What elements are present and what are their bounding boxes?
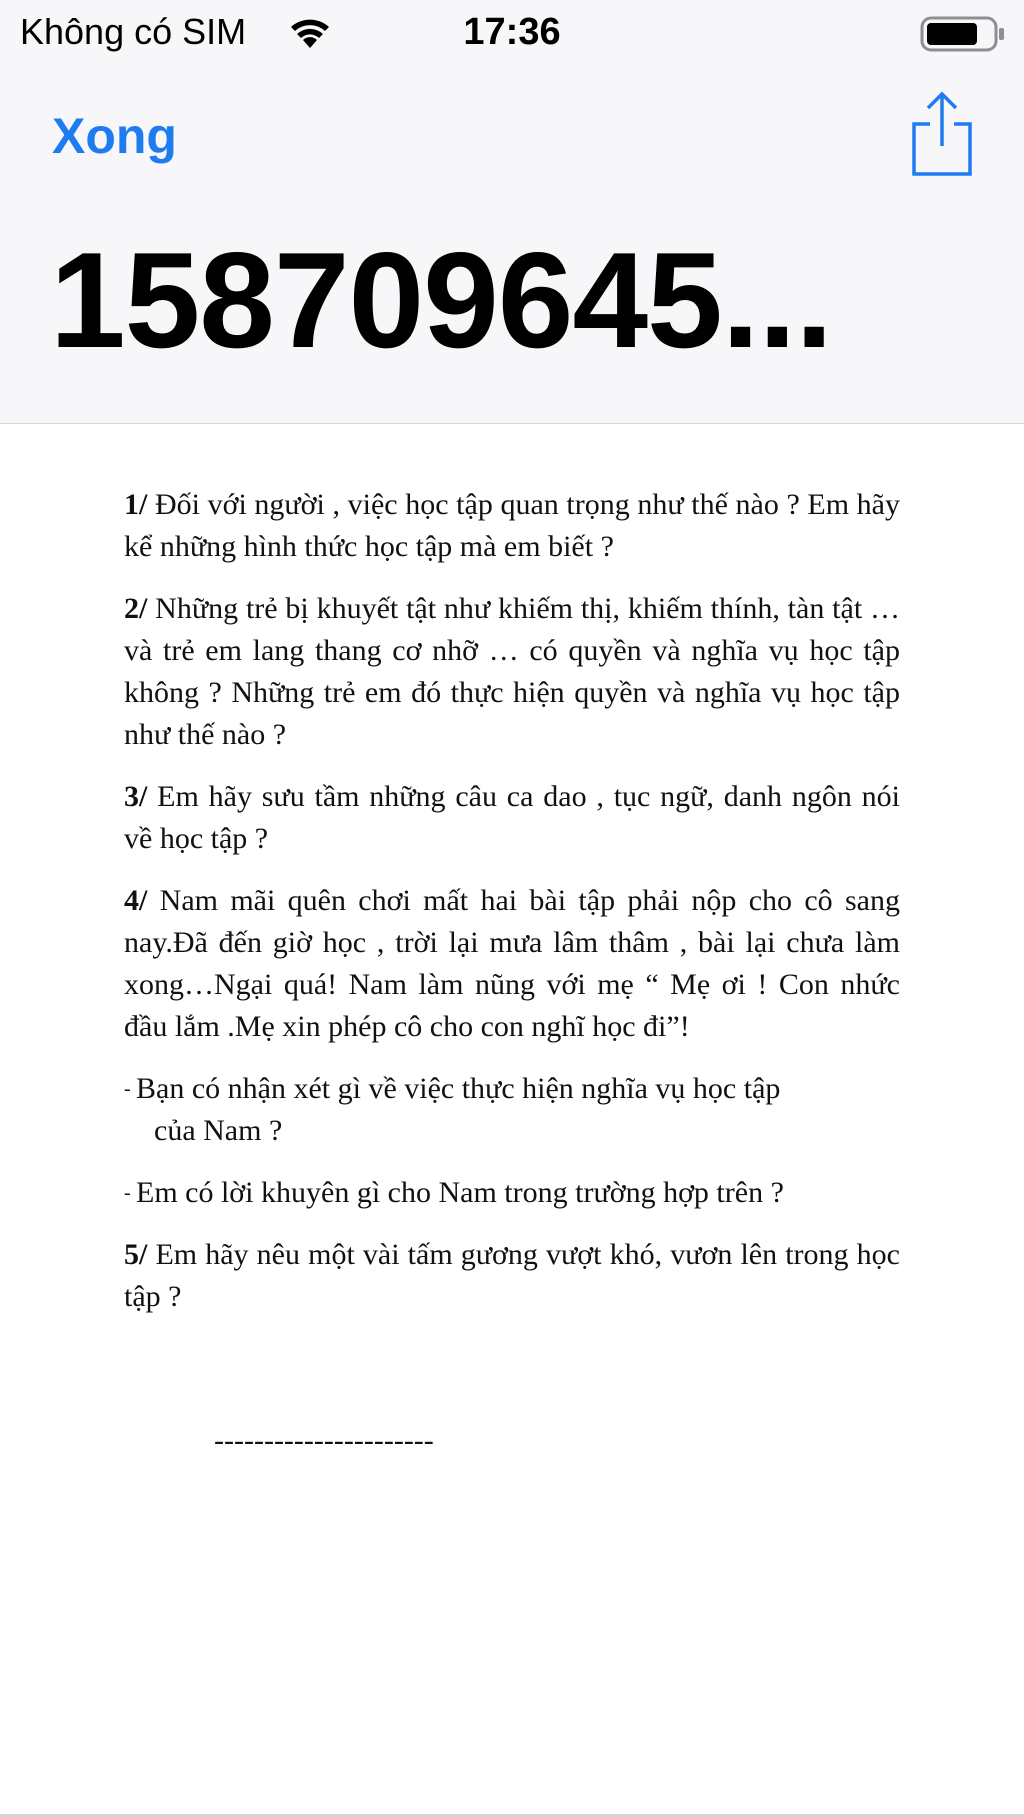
sub-question-text: Em có lời khuyên gì cho Nam trong trường hợp trên ? xyxy=(136,1176,784,1209)
end-separator: ---------------------- xyxy=(214,1424,434,1457)
question-3 xyxy=(124,776,900,860)
question-text: Em hãy nêu một vài tấm gương vượt khó, vươn lên trong học tập ? xyxy=(124,1238,900,1313)
battery-icon xyxy=(920,14,1006,54)
question-number: 2/ xyxy=(124,592,148,625)
question-2 xyxy=(124,588,900,756)
status-bar xyxy=(0,0,1024,70)
sub-question-text-cont: của Nam ? xyxy=(154,1114,283,1147)
sub-question-1 xyxy=(124,1068,900,1152)
cut-off-line xyxy=(124,424,900,430)
question-text: Đối với người , việc học tập quan trọng như thế nào ? Em hãy kể những hình thức học tập mà em biết ? xyxy=(124,488,900,563)
done-button[interactable]: Xong xyxy=(52,108,177,164)
share-icon[interactable] xyxy=(908,90,976,178)
question-text: Nam mãi quên chơi mất hai bài tập phải nộp cho cô sang nay.Đã đến giờ học , trời lại mưa lâm thâm , bài lại chưa làm xong…Ngại quá! Nam làm nũng với mẹ “ Mẹ ơi ! Con nhức đầu lắm .Mẹ xin phép cô cho con nghĩ học đi”! xyxy=(124,884,900,1043)
question-number: 3/ xyxy=(124,780,148,813)
question-5 xyxy=(124,1234,900,1318)
question-4 xyxy=(124,880,900,1048)
document-viewer[interactable] xyxy=(0,424,1024,1814)
clock: 17:36 xyxy=(463,11,561,53)
navigation-bar xyxy=(0,70,1024,424)
question-text: Em hãy sưu tầm những câu ca dao , tục ngữ, danh ngôn nói về học tập ? xyxy=(124,780,900,855)
carrier-label: Không có SIM xyxy=(20,11,247,52)
bullet-dash: - xyxy=(124,1078,131,1100)
sub-question-text: Bạn có nhận xét gì về việc thực hiện nghĩa vụ học tập xyxy=(136,1072,781,1105)
question-number: 1/ xyxy=(124,488,148,521)
bullet-dash: - xyxy=(124,1182,131,1204)
question-number: 5/ xyxy=(124,1238,148,1271)
question-text: Những trẻ bị khuyết tật như khiếm thị, khiếm thính, tàn tật … và trẻ em lang thang cơ nhỡ … có quyền và nghĩa vụ học tập không ? Những trẻ em đó thực hiện quyền và nghĩa vụ học tập như thế nào ? xyxy=(124,592,900,751)
page-title: 158709645... xyxy=(50,224,833,376)
question-1 xyxy=(124,484,900,568)
question-number: 4/ xyxy=(124,884,148,917)
document-content xyxy=(124,484,900,1338)
sub-question-2 xyxy=(124,1172,900,1214)
